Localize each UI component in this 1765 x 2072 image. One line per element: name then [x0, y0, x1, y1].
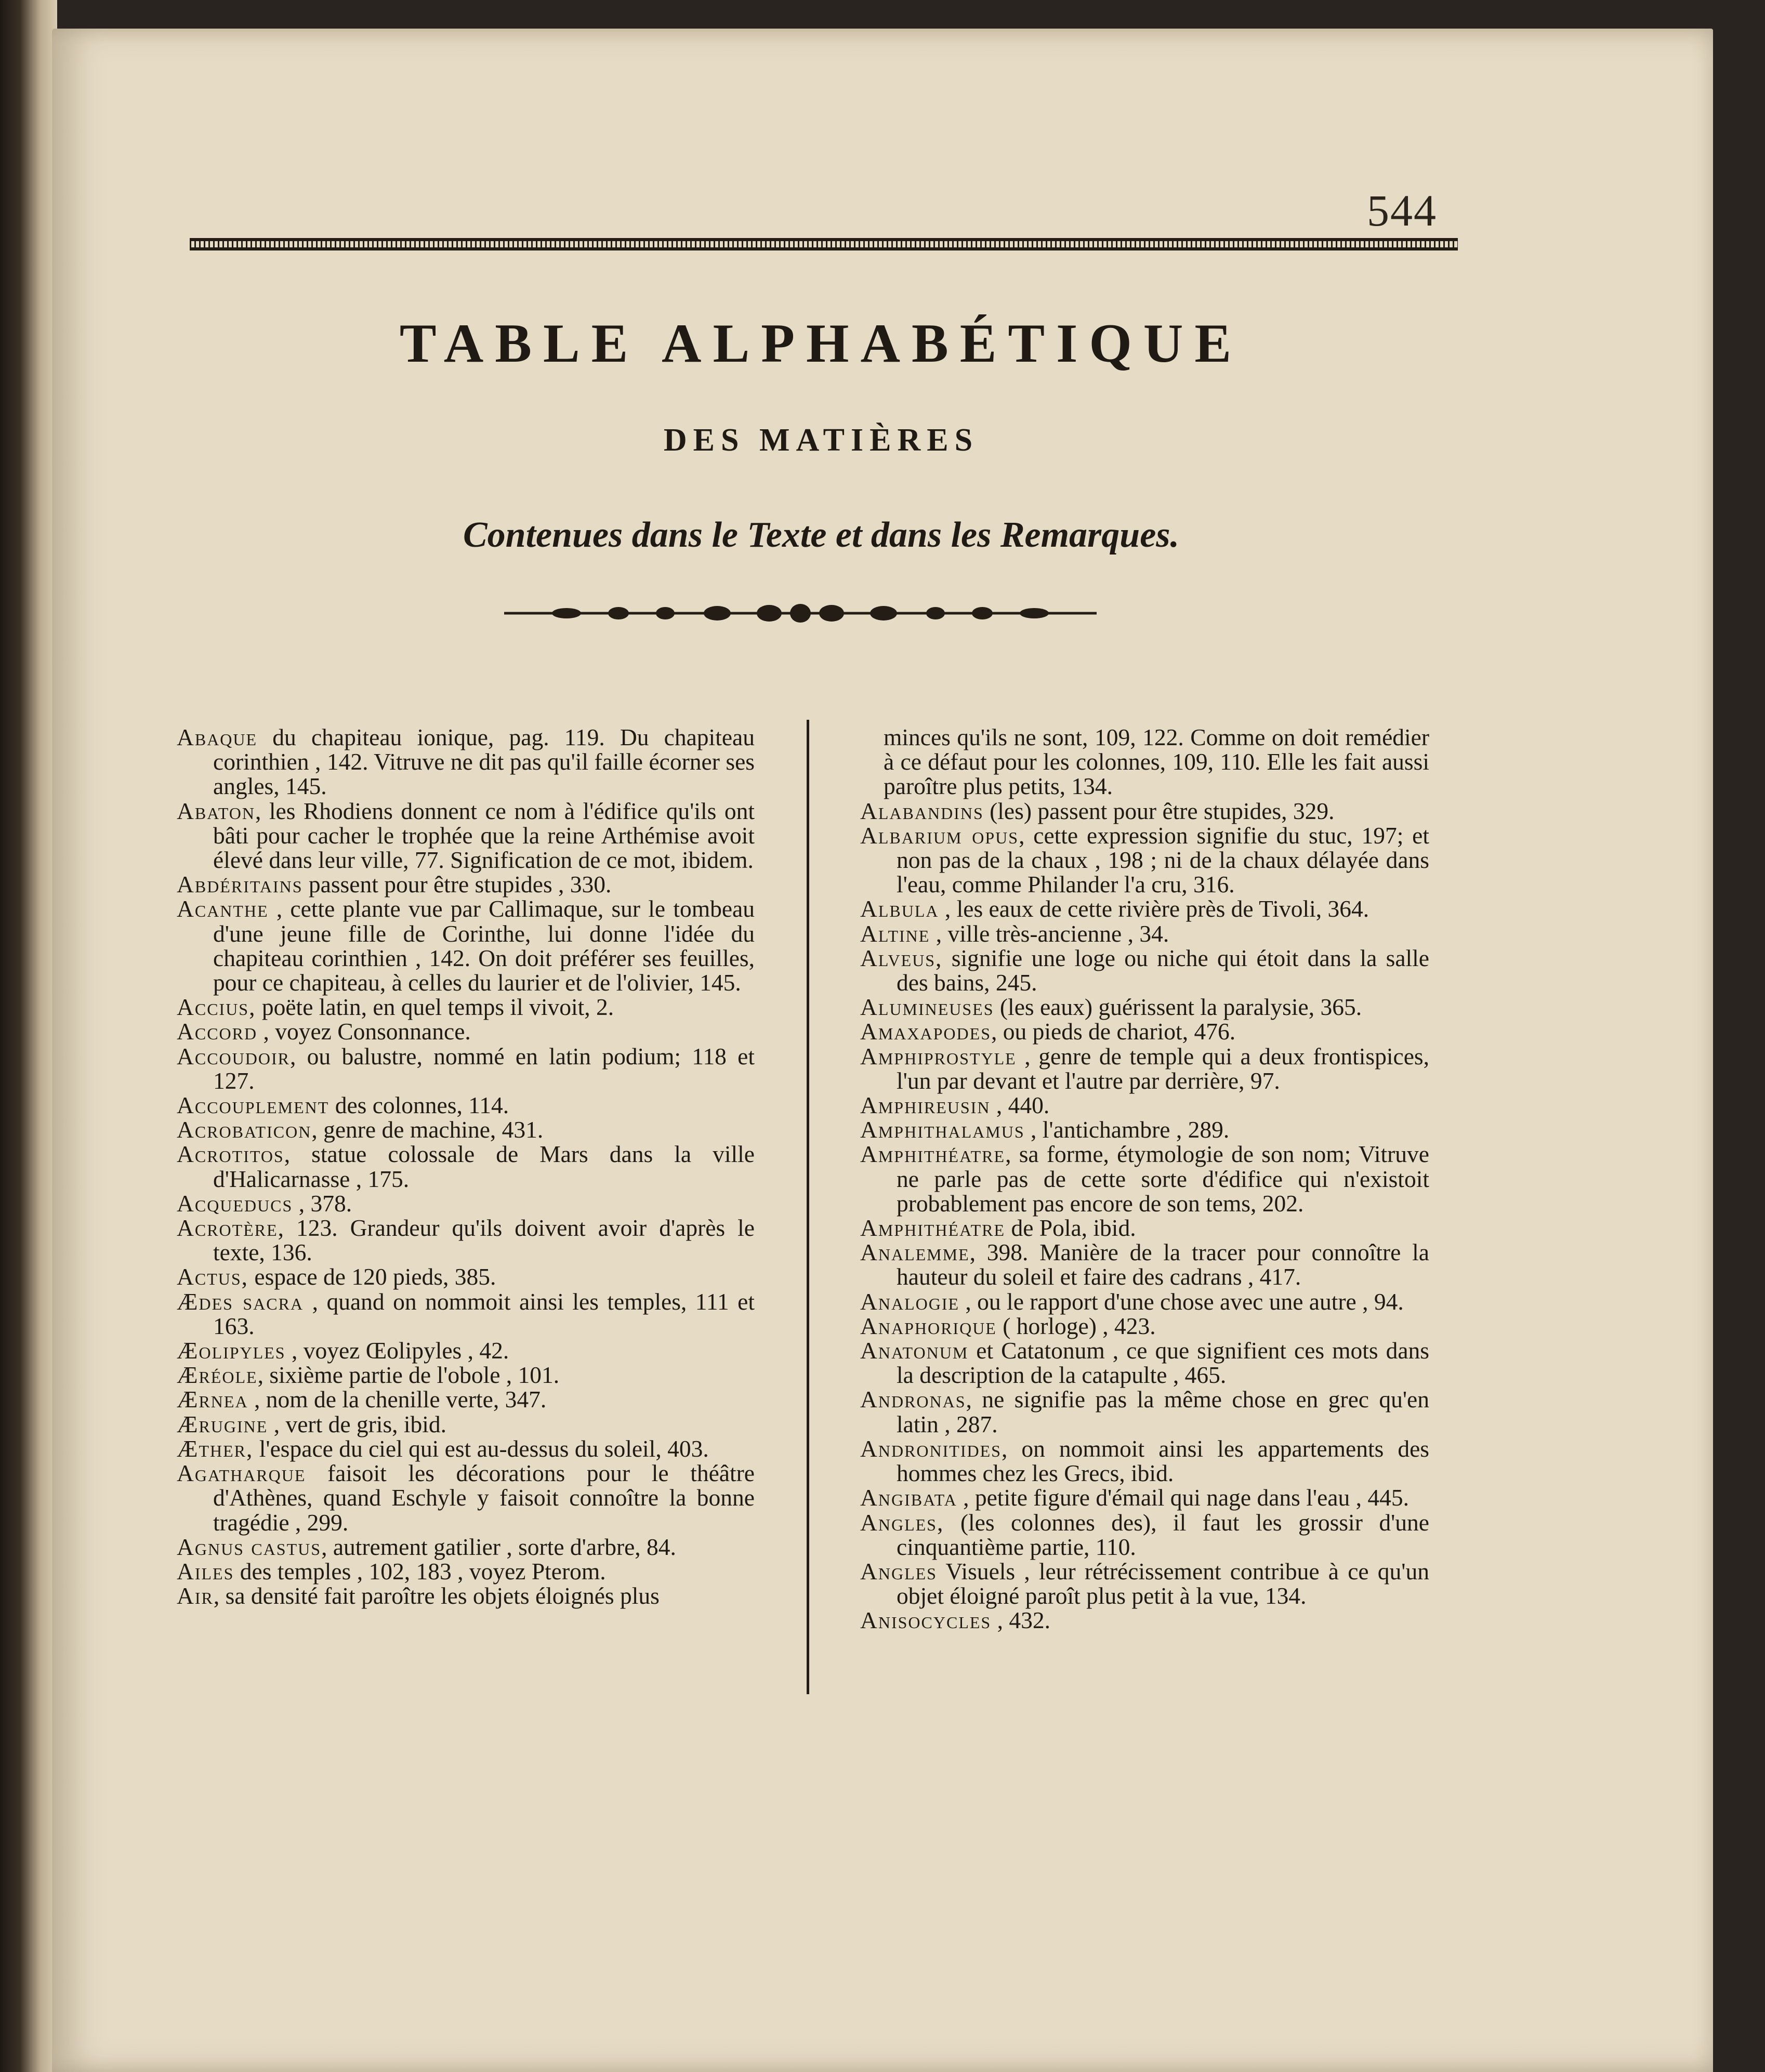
entry-head: Amphithéatre: [860, 1215, 1006, 1242]
entry-head: Amphithalamus: [860, 1116, 1025, 1143]
index-entry: [177, 1117, 755, 1142]
entry-head: Æréole: [177, 1362, 258, 1389]
index-entry: [860, 823, 1429, 897]
index-entry: [177, 1461, 755, 1535]
index-entry: [860, 1093, 1429, 1117]
entry-head: Altine: [860, 920, 930, 947]
entry-head: Abdéritains: [177, 871, 303, 898]
index-entry: [860, 1240, 1429, 1289]
index-entry: [860, 1485, 1429, 1510]
entry-head: Acqueducs: [177, 1190, 293, 1217]
index-entry: [177, 1535, 755, 1559]
entry-head: Angles: [860, 1558, 937, 1585]
entry-head: Æther,: [177, 1435, 254, 1462]
book-spine-edge: [0, 0, 57, 2072]
index-entry: [177, 1044, 755, 1093]
entry-text: Visuels , leur rétrécissement contribue à ce qu'un objet éloigné paroît plus petit à la vue, 134.: [897, 1558, 1429, 1609]
entry-text: , 398. Manière de la tracer pour connoître la hauteur du soleil et faire des cadrans , 417.: [897, 1239, 1429, 1290]
entry-head: Amphiprostyle: [860, 1042, 1017, 1070]
left-index-column: [177, 725, 755, 1608]
index-entry: [177, 1338, 755, 1363]
entry-head: Ailes: [177, 1558, 234, 1585]
page-subtitle-italic: Contenues dans le Texte et dans les Remarques.: [463, 515, 1180, 555]
entry-text: , 123. Grandeur qu'ils doivent avoir d'après le texte, 136.: [213, 1215, 755, 1266]
entry-text: et Catatonum , ce que signifient ces mots dans la description de la catapulte , 465.: [897, 1337, 1429, 1389]
entry-text: , voyez Œolipyles , 42.: [285, 1337, 509, 1364]
entry-text: , sa forme, étymologie de son nom; Vitruve ne parle pas de cette sorte d'édifice qui n'existoit probablement pas encore de son tems, 202.: [897, 1141, 1429, 1217]
index-entry: [860, 1436, 1429, 1485]
entry-head: Ædes sacra: [177, 1288, 304, 1315]
right-index-column: [860, 725, 1429, 1633]
entry-head: Accoudoir: [177, 1042, 290, 1070]
index-entry: [177, 1387, 755, 1411]
entry-head: Anatonum: [860, 1337, 969, 1364]
index-entry: [177, 1363, 755, 1387]
index-entry: [177, 1142, 755, 1191]
entry-text: , sixième partie de l'obole , 101.: [257, 1362, 560, 1389]
index-entry: [860, 1216, 1429, 1240]
entry-head: Alabandins: [860, 797, 984, 824]
entry-text: faisoit les décorations pour le théâtre d'Athènes, quand Eschyle y faisoit connoître la bonne tragédie , 299.: [213, 1460, 755, 1536]
entry-text: , vert de gris, ibid.: [268, 1410, 447, 1437]
decorative-ornament: [499, 600, 1102, 626]
entry-text: , genre de machine, 431.: [311, 1116, 544, 1143]
index-entry: [860, 1338, 1429, 1387]
entry-text: , cette expression signifie du stuc, 197; et non pas de la chaux , 198 ; ni de la chaux délayée dans l'eau, comme Philander l'a cru, 316.: [897, 822, 1430, 898]
index-entry: [860, 1117, 1429, 1142]
entry-head: Accord: [177, 1018, 258, 1045]
index-entry: [177, 995, 755, 1019]
entry-head: Albula: [860, 895, 939, 922]
index-entry: [177, 1559, 755, 1583]
entry-head: Alveus,: [860, 944, 943, 971]
page-number: 544: [1367, 186, 1437, 235]
index-entry: [177, 1289, 755, 1338]
index-entry: [860, 799, 1429, 823]
entry-text: (les) passent pour être stupides, 329.: [983, 797, 1335, 824]
index-entry: [177, 1412, 755, 1436]
entry-head: Angibata: [860, 1484, 957, 1511]
entry-head: Amaxapodes: [860, 1018, 991, 1045]
entry-text: , voyez Consonnance.: [257, 1018, 471, 1045]
index-entry: [177, 1264, 755, 1289]
entry-head: Analemme: [860, 1239, 970, 1266]
index-entry: [860, 1044, 1429, 1093]
index-entry: [177, 1216, 755, 1264]
entry-text: , statue colossale de Mars dans la ville d'Halicarnasse , 175.: [213, 1141, 755, 1192]
index-entry: [860, 1314, 1429, 1338]
entry-text: de Pola, ibid.: [1005, 1215, 1136, 1242]
entry-text: , petite figure d'émail qui nage dans l'eau , 445.: [957, 1484, 1409, 1511]
entry-head: Æolipyles: [177, 1337, 286, 1364]
entry-head: Actus,: [177, 1263, 249, 1290]
entry-text: des colonnes, 114.: [329, 1092, 509, 1119]
entry-head: Amphithéatre: [860, 1141, 1006, 1168]
entry-text: , quand on nommoit ainsi les temples, 111 et 163.: [213, 1288, 755, 1339]
index-entry: [860, 1510, 1429, 1559]
entry-text: , 432.: [991, 1607, 1050, 1634]
entry-text: espace de 120 pieds, 385.: [248, 1263, 496, 1290]
entry-text: , ou pieds de chariot, 476.: [991, 1018, 1236, 1045]
index-entry: [860, 946, 1429, 995]
index-entry: [177, 725, 755, 799]
entry-head: Ærnea: [177, 1386, 248, 1413]
entry-text: , sa densité fait paroître les objets éloignés plus: [213, 1582, 660, 1609]
page-subtitle: DES MATIÈRES: [663, 423, 979, 458]
index-entry: [860, 1019, 1429, 1044]
entry-head: Accouplement: [177, 1092, 330, 1119]
entry-head: Acrotitos: [177, 1141, 284, 1168]
index-entry: [177, 872, 755, 896]
entry-text: , cette plante vue par Callimaque, sur le tombeau d'une jeune fille de Corinthe, lui donne l'idée du chapiteau corinthien , 142. On doit préférer ses feuilles, pour ce chapiteau, à celles du laurier et de l'olivier, 145.: [213, 895, 755, 996]
entry-text: , on nommoit ainsi les appartements des hommes chez les Grecs, ibid.: [897, 1435, 1429, 1487]
entry-text: , les Rhodiens donnent ce nom à l'édifice qu'ils ont bâti pour cacher le trophée que la reine Arthémise avoit élevé dans leur ville, 77. Signification de ce mot, ibidem.: [213, 797, 755, 874]
entry-head: Analogie: [860, 1288, 960, 1315]
entry-head: Accius,: [177, 994, 256, 1021]
entry-head: Anaphorique: [860, 1312, 997, 1339]
index-entry: [177, 896, 755, 995]
entry-head: Amphireusin: [860, 1092, 991, 1119]
page-title: TABLE ALPHABÉTIQUE: [399, 313, 1243, 374]
entry-text: passent pour être stupides , 330.: [302, 871, 612, 898]
index-entry: [860, 896, 1429, 921]
entry-text: des temples , 102, 183 , voyez Pterom.: [234, 1558, 606, 1585]
entry-head: Andronitides: [860, 1435, 1002, 1462]
entry-head: Alumineuses: [860, 994, 994, 1021]
entry-head: Abaton: [177, 797, 255, 824]
index-entry: [177, 1093, 755, 1117]
index-entry: [860, 1559, 1429, 1608]
entry-text: signifie une loge ou niche qui étoit dans la salle des bains, 245.: [897, 944, 1429, 996]
header-rule: [190, 238, 1458, 250]
index-entry: [177, 1583, 755, 1608]
index-entry: [860, 1142, 1429, 1216]
entry-text: , l'antichambre , 289.: [1024, 1116, 1230, 1143]
entry-text: , les eaux de cette rivière près de Tivoli, 364.: [939, 895, 1369, 922]
index-entry: [177, 799, 755, 873]
entry-text: , 440.: [990, 1092, 1050, 1119]
entry-text: , 378.: [293, 1190, 352, 1217]
entry-text: , ou le rapport d'une chose avec une autre , 94.: [959, 1288, 1404, 1315]
index-entry: [860, 1608, 1429, 1632]
entry-head: Ærugine: [177, 1410, 268, 1437]
index-entry: [860, 1387, 1429, 1436]
index-entry: [177, 1436, 755, 1461]
column-divider: [807, 720, 809, 1694]
index-entry: [860, 921, 1429, 946]
entry-text: , ville très-ancienne , 34.: [930, 920, 1169, 947]
entry-head: Agatharque: [177, 1460, 306, 1487]
index-entry: [177, 1019, 755, 1044]
entry-text: (les eaux) guérissent la paralysie, 365.: [994, 994, 1362, 1021]
entry-text: , nom de la chenille verte, 347.: [248, 1386, 547, 1413]
entry-head: Abaque: [177, 724, 258, 750]
entry-head: Andronas: [860, 1386, 966, 1413]
entry-head: Albarium opus: [860, 822, 1019, 849]
entry-text: du chapiteau ionique, pag. 119. Du chapiteau corinthien , 142. Vitruve ne dit pas qu'il faille écorner ses angles, 145.: [213, 724, 755, 800]
entry-text: ( horloge) , 423.: [996, 1312, 1156, 1339]
entry-head: Angles,: [860, 1509, 944, 1536]
index-entry: [177, 1191, 755, 1216]
index-entry: [860, 995, 1429, 1019]
index-entry: [860, 1289, 1429, 1314]
entry-text: , autrement gatilier , sorte d'arbre, 84.: [321, 1533, 676, 1560]
entry-head: Acrotère: [177, 1215, 278, 1242]
entry-text: poëte latin, en quel temps il vivoit, 2.: [256, 994, 614, 1021]
entry-head: Anisocycles: [860, 1607, 992, 1634]
entry-head: Agnus castus: [177, 1533, 322, 1560]
entry-text: , ou balustre, nommé en latin podium; 118 et 127.: [213, 1042, 755, 1094]
entry-head: Acanthe: [177, 895, 269, 922]
continued-entry-text: minces qu'ils ne sont, 109, 122. Comme on doit remédier à ce défaut pour les colonnes, 109, 110. Elle les fait aussi paroître plus petits, 134.: [884, 724, 1429, 800]
entry-text: , ne signifie pas la même chose en grec qu'en latin , 287.: [897, 1386, 1429, 1437]
entry-head: Air: [177, 1582, 214, 1609]
entry-head: Acrobaticon: [177, 1116, 312, 1143]
entry-text: (les colonnes des), il faut les grossir d'une cinquantième partie, 110.: [897, 1509, 1429, 1560]
entry-text: , genre de temple qui a deux frontispices, l'un par devant et l'autre par derrière, 97.: [897, 1042, 1429, 1094]
entry-text: l'espace du ciel qui est au-dessus du soleil, 403.: [253, 1435, 709, 1462]
